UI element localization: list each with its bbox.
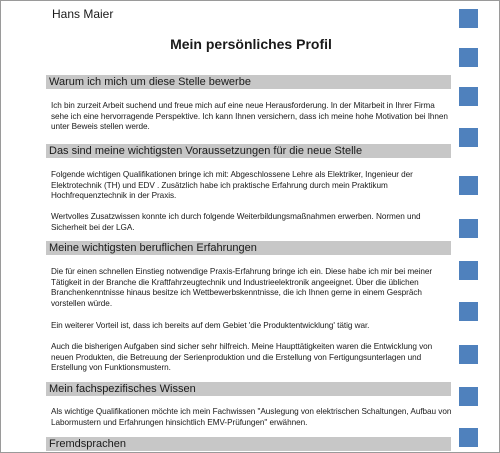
author-name: Hans Maier [52,7,114,21]
decorative-square [459,261,478,280]
section-heading-experience: Meine wichtigsten beruflichen Erfahrungen [46,241,451,255]
decorative-square [459,302,478,321]
paragraph-further-training: Wertvolles Zusatzwissen konnte ich durch folgende Weiterbildungsmaßnahmen erwerben. Normen und Sicherheit bei der LGA. [51,212,421,232]
section-heading-motivation: Warum ich mich um diese Stelle bewerbe [46,75,451,89]
decorative-square [459,176,478,195]
paragraph-practical-experience: Die für einen schnellen Einstieg notwendige Praxis-Erfahrung bringe ich ein. Diese habe ich mir bei meiner Tätigkeit in der Branche die Kraftfahrzeugtechnik und Industrieelektronik angeeignet. Über die üblichen Branchenkenntnisse hinaus besitze ich Wettbewerbskenntnisse, die ich Ihnen gerne in einem Gespräch vorstellen würde. [51,267,433,308]
decorative-square [459,9,478,28]
section-heading-expertise: Mein fachspezifisches Wissen [46,382,451,396]
page-title: Mein persönliches Profil [170,36,332,52]
decorative-square [459,219,478,238]
paragraph-previous-tasks: Auch die bisherigen Aufgaben sind sicher sehr hilfreich. Meine Haupttätigkeiten waren die Entwicklung von neuen Produkten, die Betreuung der Serienproduktion und die Erstellung von Fertigungsunterlagen und Erstellung von Funktionsmustern. [51,342,433,372]
decorative-square [459,345,478,364]
paragraph-qualifications: Folgende wichtigen Qualifikationen bringe ich mit: Abgeschlossene Lehre als Elektriker, Ingenieur der Elektrotechnik (TH) und EDV . Zusätzlich habe ich praktische Erfahrung durch mein Praktikum Hochfrequenztechnik in der Praxis. [51,170,413,200]
decorative-square [459,428,478,447]
decorative-square [459,387,478,406]
section-heading-languages: Fremdsprachen [46,437,451,451]
paragraph-product-development: Ein weiterer Vorteil ist, dass ich bereits auf dem Gebiet 'die Produktentwicklung' tätig war. [51,321,370,330]
decorative-square [459,48,478,67]
decorative-square [459,87,478,106]
paragraph-expertise: Als wichtige Qualifikationen möchte ich mein Fachwissen "Auslegung von elektrischen Schaltungen, Aufbau von Labormustern und Erfahrungen hinsichtlich EMV-Prüfungen" erwähnen. [51,407,452,427]
section-heading-requirements: Das sind meine wichtigsten Voraussetzungen für die neue Stelle [46,144,451,158]
decorative-square [459,128,478,147]
decorative-square-column [459,1,479,453]
paragraph-motivation: Ich bin zurzeit Arbeit suchend und freue mich auf eine neue Herausforderung. In der Mitarbeit in Ihrer Firma sehe ich eine hervorragende Perspektive. Ich kann Ihnen versichern, dass ich meine hohe Motivation bei Ihnen unter Beweis stellen werde. [51,101,448,131]
